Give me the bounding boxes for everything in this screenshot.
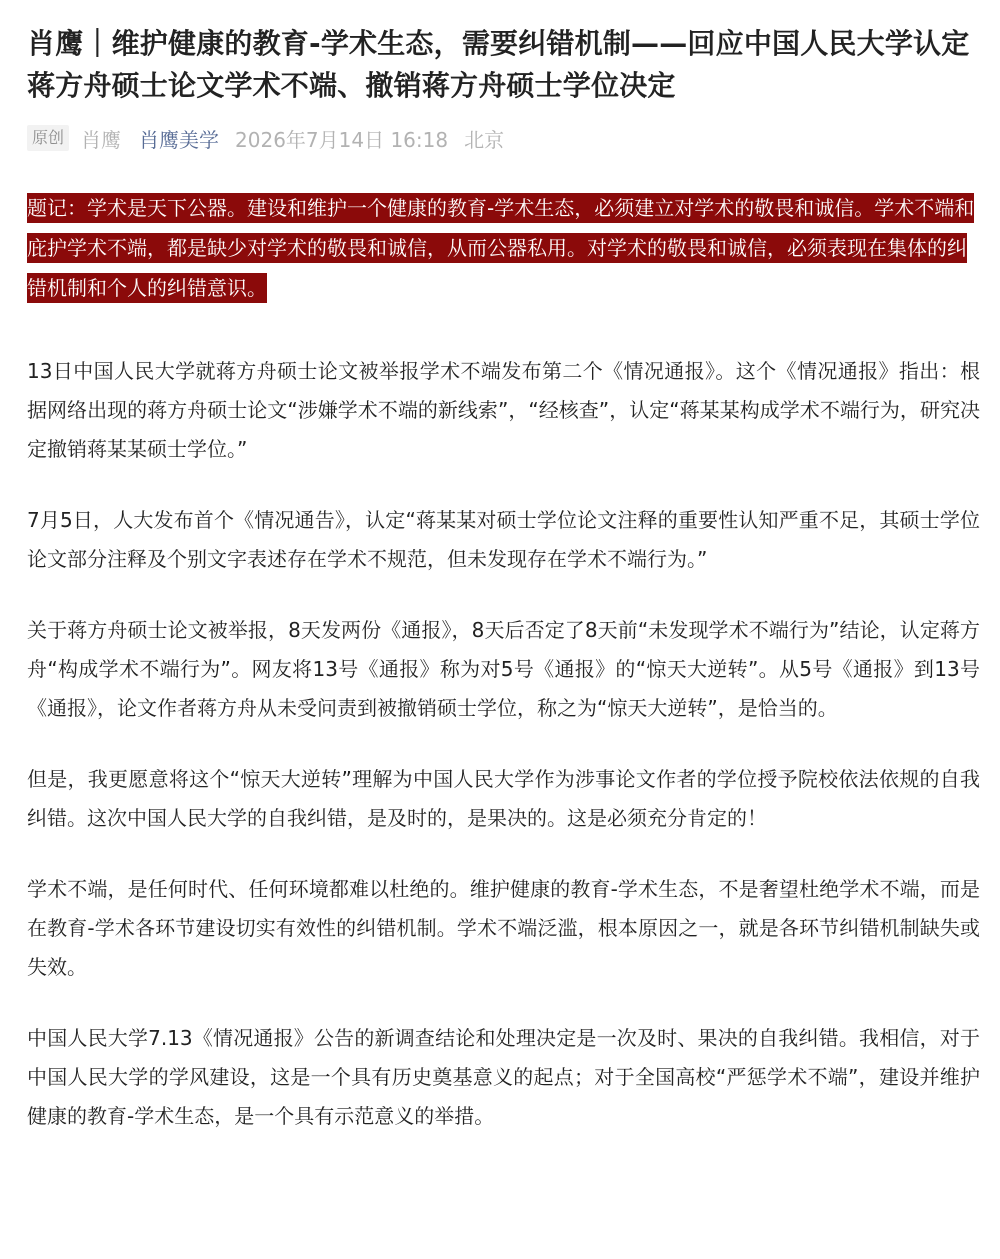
epigraph [27, 188, 980, 308]
paragraph-6: 中国人民大学7.13《情况通报》公告的新调查结论和处理决定是一次及时、果决的自我纠错。我相信，对于中国人民大学的学风建设，这是一个具有历史奠基意义的起点；对于全国高校“严惩学术不端”，建设并维护健康的教育-学术生态，是一个具有示范意义的举措。 [27, 1026, 980, 1128]
article-title: 肖鹰｜维护健康的教育-学术生态，需要纠错机制——回应中国人民大学认定蒋方舟硕士论文学术不端、撤销蒋方舟硕士学位决定 [27, 27, 970, 102]
paragraph-4: 但是，我更愿意将这个“惊天大逆转”理解为中国人民大学作为涉事论文作者的学位授予院校依法依规的自我纠错。这次中国人民大学的自我纠错，是及时的，是果决的。这是必须充分肯定的！ [27, 767, 980, 830]
original-badge: 原创 [27, 125, 69, 151]
publish-location: 北京 [464, 127, 505, 152]
paragraph-1: 13日中国人民大学就蒋方舟硕士论文被举报学术不端发布第二个《情况通报》。这个《情况通报》指出：根据网络出现的蒋方舟硕士论文“涉嫌学术不端的新线索”，“经核查”，认定“蒋某某构成学术不端行为，研究决定撤销蒋某某硕士学位。” [27, 359, 980, 461]
paragraph-5: 学术不端，是任何时代、任何环境都难以杜绝的。维护健康的教育-学术生态，不是奢望杜绝学术不端，而是在教育-学术各环节建设切实有效性的纠错机制。学术不端泛滥，根本原因之一，就是各环节纠错机制缺失或失效。 [27, 877, 980, 979]
account-link[interactable]: 肖鹰美学 [139, 127, 220, 152]
author-name: 肖鹰 [81, 127, 122, 152]
epigraph-text: 题记：学术是天下公器。建设和维护一个健康的教育-学术生态，必须建立对学术的敬畏和诚信。学术不端和庇护学术不端，都是缺少对学术的敬畏和诚信，从而公器私用。对学术的敬畏和诚信，必须表现在集体的纠错机制和个人的纠错意识。 [27, 193, 974, 303]
paragraph-2: 7月5日，人大发布首个《情况通告》，认定“蒋某某对硕士学位论文注释的重要性认知严重不足，其硕士学位论文部分注释及个别文字表述存在学术不规范，但未发现存在学术不端行为。” [27, 508, 980, 571]
article-meta [27, 123, 980, 153]
paragraph-3: 关于蒋方舟硕士论文被举报，8天发两份《通报》，8天后否定了8天前“未发现学术不端行为”结论，认定蒋方舟“构成学术不端行为”。网友将13号《通报》称为对5号《通报》的“惊天大逆转”。从5号《通报》到13号《通报》，论文作者蒋方舟从未受问责到被撤销硕士学位，称之为“惊天大逆转”，是恰当的。 [27, 618, 980, 720]
publish-date: 2026年7月14日 16:18 [235, 127, 449, 152]
